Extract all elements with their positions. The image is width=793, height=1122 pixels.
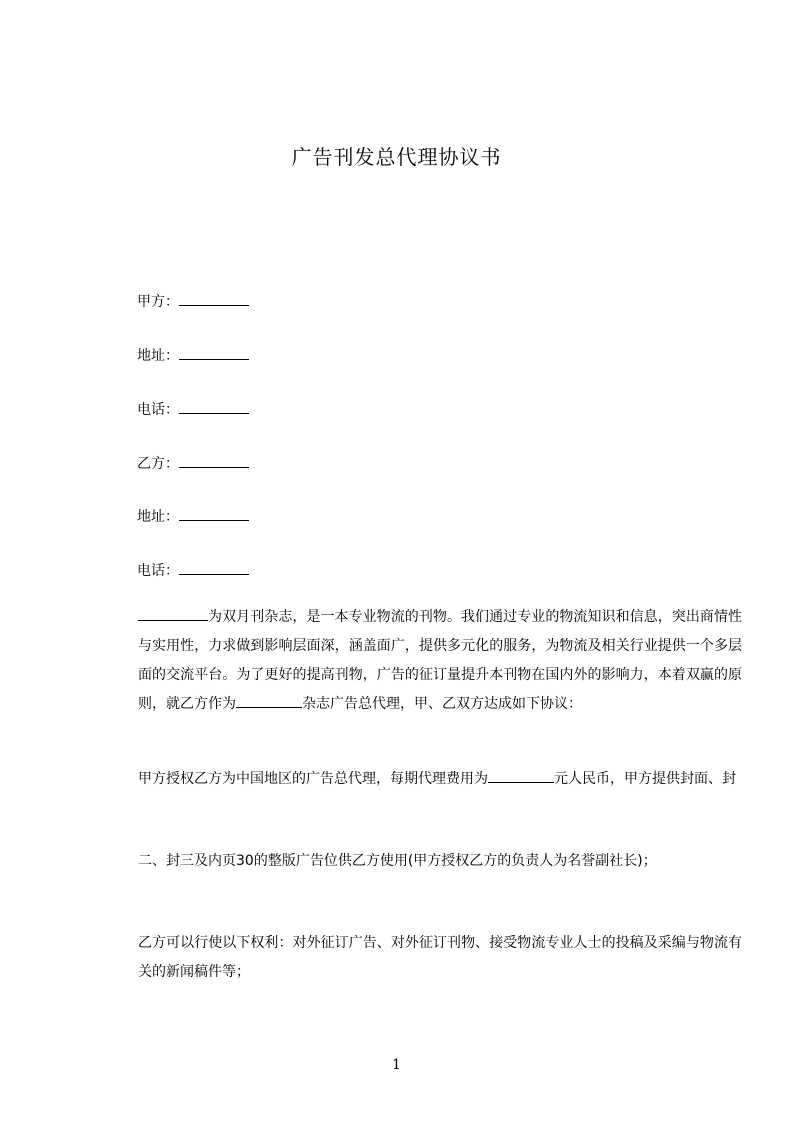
party-b-address-label: 地址： — [137, 509, 179, 525]
party-a-phone-label: 电话： — [137, 402, 179, 418]
clause-2-paragraph: 二、封三及内页30的整版广告位供乙方使用(甲方授权乙方的负责人为名誉副社长)； — [138, 853, 657, 869]
agency-name-blank — [236, 693, 302, 708]
party-b-address-field — [137, 506, 249, 527]
party-b-phone-label: 电话： — [137, 563, 179, 579]
document-title: 广告刊发总代理协议书 — [291, 145, 502, 169]
party-b-field — [137, 453, 249, 474]
party-a-label: 甲方： — [137, 294, 179, 310]
clause-1-text: 甲方授权乙方为中国地区的广告总代理，每期代理费用为 — [138, 771, 488, 787]
party-a-address-field — [137, 345, 249, 366]
page-number: 1 — [392, 1057, 401, 1073]
intro-text: 为双月刊杂志，是一本专业物流的刊物。我们通过专业的物流知识和信息，突出商情性与实用性，力求做到影响层面深，涵盖面广，提供多元化的服务，为物流及相关行业提供一个多层面的交流平台。为了更好的提高刊物，广告的征订量提升本刊物在国内外的影响力，本着双赢的原则，就乙方作为 — [138, 609, 742, 712]
party-b-phone-blank — [179, 560, 249, 575]
intro-paragraph — [96, 603, 742, 719]
intro-text-end: 杂志广告总代理，甲、乙双方达成如下协议： — [302, 696, 582, 712]
party-a-phone-field — [137, 399, 249, 420]
party-b-blank — [179, 453, 249, 468]
party-a-address-blank — [179, 345, 249, 360]
party-a-field — [137, 291, 249, 312]
party-a-address-label: 地址： — [137, 348, 179, 364]
party-b-label: 乙方： — [137, 456, 179, 472]
magazine-name-blank — [138, 606, 208, 621]
clause-1-text-end: 元人民币，甲方提供封面、封 — [554, 771, 736, 787]
party-b-address-blank — [179, 506, 249, 521]
clause-3-paragraph: 乙方可以行使以下权利：对外征订广告、对外征订刊物、接受物流专业人士的投稿及采编与物流有关的新闻稿件等； — [138, 935, 742, 980]
party-a-phone-blank — [179, 399, 249, 414]
clause-1-paragraph — [96, 765, 742, 794]
party-a-blank — [179, 291, 249, 306]
party-b-phone-field — [137, 560, 249, 581]
fee-blank — [488, 768, 554, 783]
